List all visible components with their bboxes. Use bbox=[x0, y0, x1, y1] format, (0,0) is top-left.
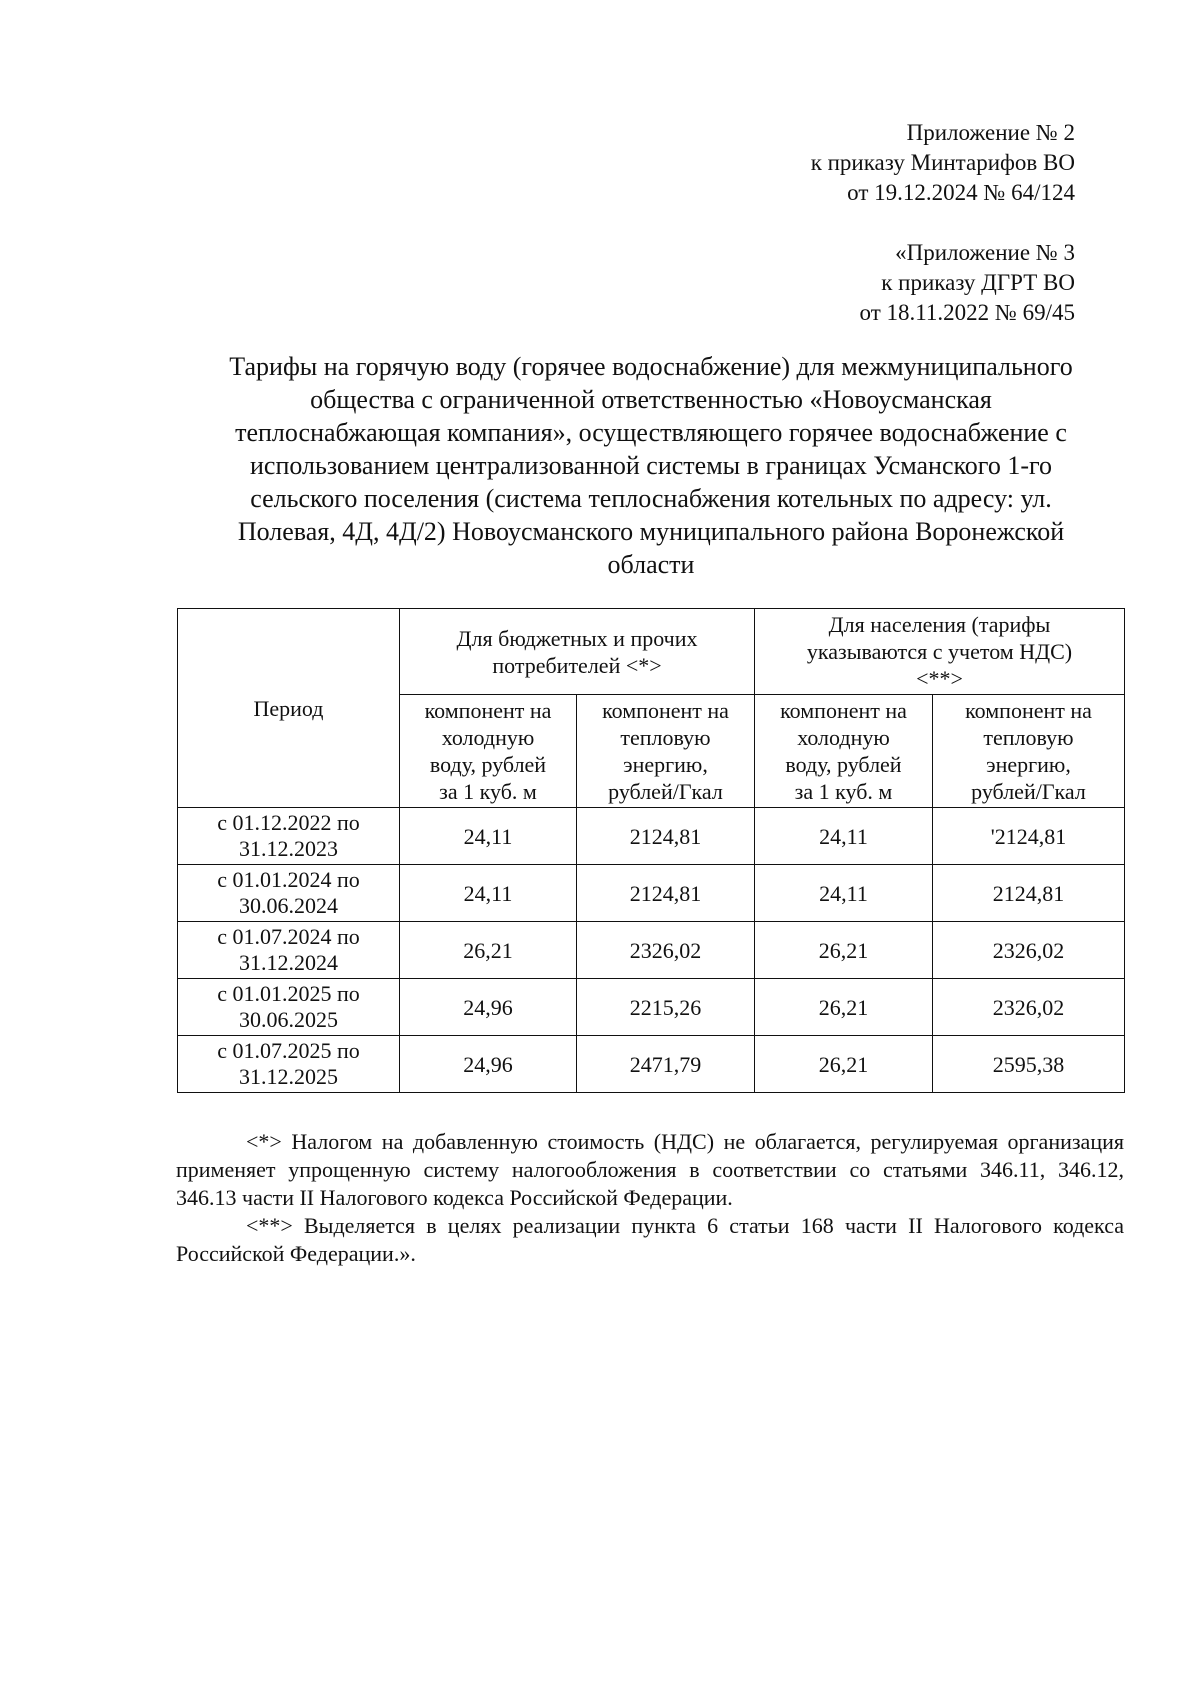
period-header: Период bbox=[178, 609, 400, 808]
subheader-text-line: компонент на bbox=[965, 698, 1092, 723]
period-start: с 01.07.2025 по bbox=[217, 1038, 360, 1063]
budget-heat-energy-value: 2124,81 bbox=[577, 865, 755, 922]
subheader-population-heat-energy bbox=[933, 695, 1125, 808]
population-heat-energy-value: 2124,81 bbox=[933, 865, 1125, 922]
title-line: сельского поселения (система теплоснабжения котельных по адресу: ул. bbox=[250, 484, 1052, 513]
period-cell bbox=[178, 1036, 400, 1093]
footnotes bbox=[176, 1128, 1124, 1268]
subheader-text-line: тепловую bbox=[983, 725, 1074, 750]
annex-current-line3: от 19.12.2024 № 64/124 bbox=[847, 180, 1075, 205]
header-text-line: Для бюджетных и прочих bbox=[456, 625, 698, 651]
subheader-text-line: компонент на bbox=[424, 698, 552, 723]
title-line: области bbox=[607, 550, 695, 579]
footnote-vat-allocated: <**> Выделяется в целях реализации пункта 6 статьи 168 части II Налогового кодекса Российской Федерации.». bbox=[176, 1213, 1124, 1266]
period-end: 30.06.2024 bbox=[239, 893, 338, 918]
table-row bbox=[178, 979, 1125, 1036]
subheader-text-line: воду, рублей bbox=[429, 752, 547, 777]
header-text-line: потребителей <*> bbox=[492, 652, 662, 678]
subheader-text-line: воду, рублей bbox=[785, 752, 902, 777]
period-end: 31.12.2024 bbox=[239, 950, 338, 975]
budget-consumers-header bbox=[400, 609, 755, 695]
table-header-row bbox=[178, 609, 1125, 695]
subheader-budget-heat-energy bbox=[577, 695, 755, 808]
subheader-text-line: рублей/Гкал bbox=[971, 779, 1086, 804]
annex-current-reference bbox=[811, 118, 1075, 208]
population-heat-energy-value: 2326,02 bbox=[933, 922, 1125, 979]
period-end: 30.06.2025 bbox=[239, 1007, 338, 1032]
budget-heat-energy-value: 2326,02 bbox=[577, 922, 755, 979]
title-line: использованием централизованной системы в границах Усманского 1-го bbox=[250, 451, 1052, 480]
header-text-line: Для населения (тарифы bbox=[828, 612, 1051, 637]
annex-previous-line1: «Приложение № 3 bbox=[895, 240, 1075, 265]
title-line: общества с ограниченной ответственностью «Новоусманская bbox=[310, 385, 992, 414]
budget-cold-water-value: 26,21 bbox=[400, 922, 577, 979]
table-row bbox=[178, 922, 1125, 979]
period-start: с 01.01.2024 по bbox=[217, 867, 360, 892]
annex-previous-line2: к приказу ДГРТ ВО bbox=[881, 270, 1075, 295]
period-start: с 01.01.2025 по bbox=[217, 981, 360, 1006]
subheader-text-line: компонент на bbox=[602, 698, 729, 723]
annex-previous-reference bbox=[860, 238, 1075, 328]
population-heat-energy-value: 2326,02 bbox=[933, 979, 1125, 1036]
period-cell bbox=[178, 808, 400, 865]
annex-current-line2: к приказу Минтарифов ВО bbox=[810, 150, 1075, 175]
subheader-text-line: за 1 куб. м bbox=[439, 779, 537, 804]
budget-cold-water-value: 24,11 bbox=[400, 865, 577, 922]
period-start: с 01.12.2022 по bbox=[217, 810, 360, 835]
subheader-population-cold-water bbox=[755, 695, 933, 808]
budget-heat-energy-value: 2471,79 bbox=[577, 1036, 755, 1093]
title-line: теплоснабжающая компания», осуществляющего горячее водоснабжение с bbox=[235, 418, 1067, 447]
period-cell bbox=[178, 865, 400, 922]
subheader-text-line: тепловую bbox=[620, 725, 711, 750]
subheader-text-line: холодную bbox=[797, 725, 890, 750]
population-cold-water-value: 24,11 bbox=[755, 808, 933, 865]
budget-heat-energy-value: 2215,26 bbox=[577, 979, 755, 1036]
table-row bbox=[178, 865, 1125, 922]
budget-cold-water-value: 24,96 bbox=[400, 1036, 577, 1093]
annex-current-line1: Приложение № 2 bbox=[906, 120, 1075, 145]
subheader-text-line: энергию, bbox=[986, 752, 1071, 777]
table-row bbox=[178, 1036, 1125, 1093]
header-text-line: <**> bbox=[916, 666, 963, 691]
period-cell bbox=[178, 922, 400, 979]
table-row bbox=[178, 808, 1125, 865]
header-text-line: указываются с учетом НДС) bbox=[806, 639, 1073, 664]
document-title bbox=[178, 350, 1124, 581]
subheader-text-line: энергию, bbox=[623, 752, 708, 777]
population-heat-energy-value: '2124,81 bbox=[933, 808, 1125, 865]
period-cell bbox=[178, 979, 400, 1036]
population-cold-water-value: 26,21 bbox=[755, 922, 933, 979]
period-start: с 01.07.2024 по bbox=[217, 924, 360, 949]
population-heat-energy-value: 2595,38 bbox=[933, 1036, 1125, 1093]
budget-cold-water-value: 24,11 bbox=[400, 808, 577, 865]
subheader-text-line: холодную bbox=[441, 725, 535, 750]
footnote-vat-exempt: <*> Налогом на добавленную стоимость (НДС) не облагается, регулируемая организация применяет упрощенную систему налогообложения в соответствии со статьями 346.11, 346.12, 346.13 части II Налогового кодекса Российской Федерации. bbox=[176, 1129, 1124, 1210]
subheader-budget-cold-water bbox=[400, 695, 577, 808]
population-cold-water-value: 24,11 bbox=[755, 865, 933, 922]
budget-heat-energy-value: 2124,81 bbox=[577, 808, 755, 865]
subheader-text-line: за 1 куб. м bbox=[794, 779, 893, 804]
period-end: 31.12.2023 bbox=[239, 836, 338, 861]
population-cold-water-value: 26,21 bbox=[755, 1036, 933, 1093]
period-end: 31.12.2025 bbox=[239, 1064, 338, 1089]
subheader-text-line: компонент на bbox=[780, 698, 907, 723]
population-header bbox=[755, 609, 1125, 695]
annex-previous-line3: от 18.11.2022 № 69/45 bbox=[859, 300, 1075, 325]
title-line: Тарифы на горячую воду (горячее водоснабжение) для межмуниципального bbox=[229, 352, 1073, 381]
tariff-table bbox=[177, 608, 1125, 1093]
population-cold-water-value: 26,21 bbox=[755, 979, 933, 1036]
title-line: Полевая, 4Д, 4Д/2) Новоусманского муниципального района Воронежской bbox=[237, 517, 1065, 546]
subheader-text-line: рублей/Гкал bbox=[608, 779, 723, 804]
budget-cold-water-value: 24,96 bbox=[400, 979, 577, 1036]
